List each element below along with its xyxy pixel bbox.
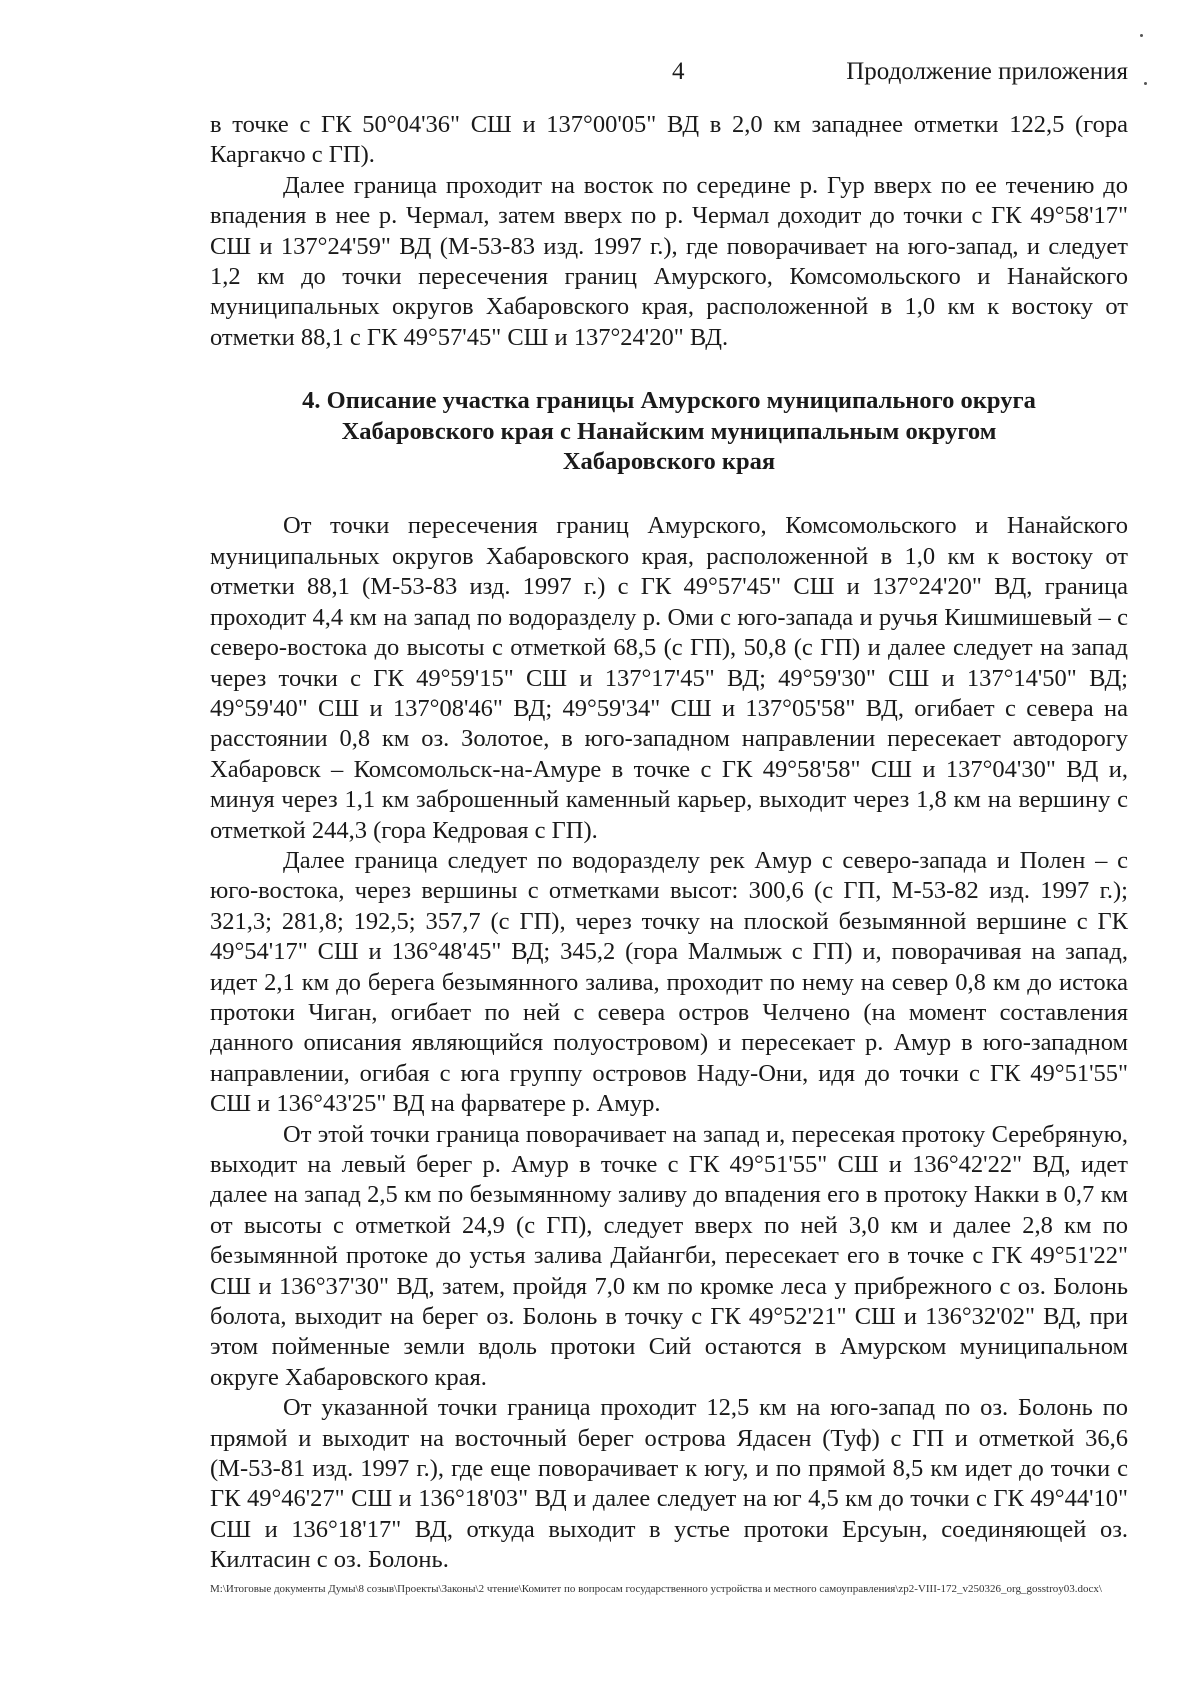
paragraph-continuation: в точке с ГК 50°04'36" СШ и 137°00'05" ВД в 2,0 км западнее отметки 122,5 (гора Каргакчо с ГП). [210,111,1128,169]
section-title-line: Хабаровского края [562,448,776,476]
page-number: 4 [672,58,685,85]
paragraph: От этой точки граница поворачивает на запад и, пересекая протоку Серебряную, выходит на левый берег р. Амур в точке с ГК 49°51'55" СШ и 136°42'22" ВД, идет далее на запад 2,5 км по безымянному заливу до впадения его в протоку Накки в 0,7 км от высоты с отметкой 24,9 (с ГП), следует вверх по ней 3,0 км и далее 2,8 км по безымянной протоке до устья залива Дайангби, пересекает его в точке с ГК 49°51'22" СШ и 136°37'30" ВД, затем, пройдя 7,0 км по кромке леса у прибрежного с оз. Болонь болота, выходит на берег оз. Болонь в точку с ГК 49°52'21" СШ и 136°32'02" ВД, при этом пойменные земли вдоль протоки Сий остаются в Амурском муниципальном округе Хабаровского края. [210,1120,1128,1391]
continuation-header: Продолжение приложения [846,58,1128,85]
paragraph: Далее граница следует по водоразделу рек Амур с северо-запада и Полен – с юго-востока, через вершины с отметками высот: 300,6 (с ГП, М-53-82 изд. 1997 г.); 321,3; 281,8; 192,5; 357,7 (с ГП), через точку на плоской безымянной вершине с ГК 49°54'17" СШ и 136°48'45" ВД; 345,2 (гора Малмыж с ГП) и, поворачивая на запад, идет 2,1 км до берега безымянного залива, проходит по нему на север 0,8 км до истока протоки Чиган, огибает по ней с севера остров Челчено (на момент составления данного описания являющийся полуостровом) и пересекает р. Амур в юго-западном направлении, огибая с юга группу островов Наду-Они, идя до точки с ГК 49°51'55" СШ и 136°43'25" ВД на фарватере р. Амур. [210,846,1128,1118]
section-title-line: 4. Описание участка границы Амурского муниципального округа [302,387,1036,415]
scan-speck [1140,34,1143,37]
section-title-line: Хабаровского края с Нанайским муниципальным округом [341,417,997,445]
document-body [210,110,1128,1576]
paragraph: От указанной точки граница проходит 12,5 км на юго-запад по оз. Болонь по прямой и выходит на восточный берег острова Ядасен (Туф) с ГП и отметкой 36,6 (М-53-81 изд. 1997 г.), где еще поворачивает к югу, и по прямой 8,5 км идет до точки с ГК 49°46'27" СШ и 136°18'03" ВД и далее следует на юг 4,5 км до точки с ГК 49°44'10" СШ и 136°18'17" ВД, откуда выходит в устье протоки Ерсуын, соединяющей оз. Килтасин с оз. Болонь. [210,1394,1128,1574]
file-path-footer: M:\Итоговые документы Думы\8 созыв\Проекты\Законы\2 чтение\Комитет по вопросам государственного устройства и местного самоуправления\zp2-VIII-172_v250326_org_gosstroy03.docx\ [210,1583,1102,1595]
section-title [210,386,1128,477]
paragraph: Далее граница проходит на восток по середине р. Гур вверх по ее течению до впадения в нее р. Чермал, затем вверх по р. Чермал доходит до точки с ГК 49°58'17" СШ и 137°24'59" ВД (М-53-83 изд. 1997 г.), где поворачивает на юго-запад, и следует 1,2 км до точки пересечения границ Амурского, Комсомольского и Нанайского муниципальных округов Хабаровского края, расположенной в 1,0 км к востоку от отметки 88,1 с ГК 49°57'45" СШ и 137°24'20" ВД. [210,171,1128,351]
scan-speck [1144,82,1147,85]
paragraph: От точки пересечения границ Амурского, Комсомольского и Нанайского муниципальных округов Хабаровского края, расположенной в 1,0 км к востоку от отметки 88,1 (М-53-83 изд. 1997 г.) с ГК 49°57'45" СШ и 137°24'20" ВД, граница проходит 4,4 км на запад по водоразделу р. Оми с юго-запада и ручья Кишмишевый – с северо-востока до высоты с отметкой 68,5 (с ГП), 50,8 (с ГП) и далее следует на запад через точки с ГК 49°59'15" СШ и 137°17'45" ВД; 49°59'30" СШ и 137°14'50" ВД; 49°59'40" СШ и 137°08'46" ВД; 49°59'34" СШ и 137°05'58" ВД, огибает с севера на расстоянии 0,8 км оз. Золотое, в юго-западном направлении пересекает автодорогу Хабаровск – Комсомольск-на-Амуре в точке с ГК 49°58'58" СШ и 137°04'30" ВД и, минуя через 1,1 км заброшенный каменный карьер, выходит через 1,8 км на вершину с отметкой 244,3 (гора Кедровая с ГП). [210,512,1128,844]
